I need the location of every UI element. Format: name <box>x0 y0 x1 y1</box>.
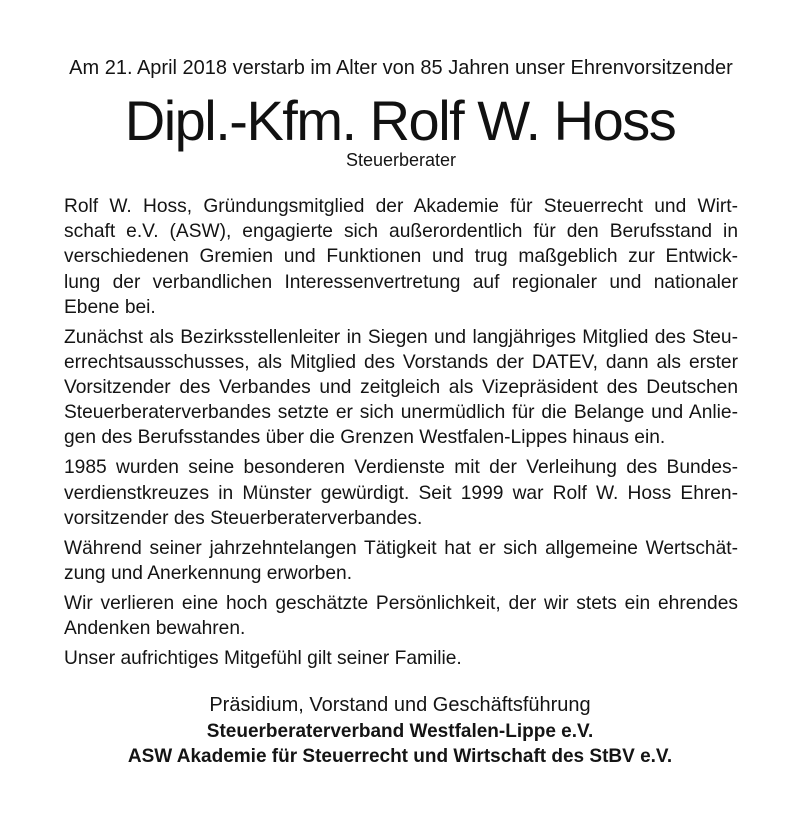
text-line: vorsitzender des Steuerberaterverbandes. <box>64 507 423 529</box>
paragraph-founding <box>64 194 738 320</box>
text-line: Rolf W. Hoss, Gründungsmitglied der Akademie für Steuerrecht und Wirt- <box>64 196 738 217</box>
text-line: Vorsitzender des Verbandes und zeitgleich als Vizepräsident des Deutschen <box>64 377 738 399</box>
text-line: errechtsausschusses, als Mitglied des Vorstands der DATEV, dann als erster <box>64 351 738 373</box>
text-line: Zunächst als Bezirksstellenleiter in Siegen und langjähriges Mitglied des Steu- <box>64 326 738 348</box>
paragraph-remembrance <box>64 591 738 641</box>
deceased-profession: Steuerberater <box>345 150 457 170</box>
organization-secondary: ASW Akademie für Steuerrecht und Wirtschaft des StBV e.V. <box>127 746 673 767</box>
deceased-name: Dipl.-Kfm. Rolf W. Hoss <box>124 89 676 152</box>
text-line: Wir verlieren eine hoch geschätzte Persönlichkeit, der wir stets ein ehrendes <box>64 593 738 614</box>
text-line: zung und Anerkennung erworben. <box>64 563 353 585</box>
text-line: Andenken bewahren. <box>64 618 246 640</box>
paragraph-honours <box>64 455 738 531</box>
text-line: 1985 wurden seine besonderen Verdienste mit der Verleihung des Bundes- <box>64 457 738 479</box>
intro-line: Am 21. April 2018 verstarb im Alter von 85 Jahren unser Ehrenvorsitzender <box>69 57 733 79</box>
organization-primary: Steuerberaterverband Westfalen-Lippe e.V. <box>206 720 594 742</box>
text-line: Unser aufrichtiges Mitgefühl gilt seiner Familie. <box>64 648 462 670</box>
paragraph-recognition <box>64 536 738 586</box>
paragraph-condolences <box>64 646 738 671</box>
text-line: verdienstkreuzes in Münster gewürdigt. Seit 1999 war Rolf W. Hoss Ehren- <box>64 482 738 504</box>
text-line: Ebene bei. <box>64 296 156 318</box>
paragraph-career <box>64 325 738 451</box>
tribute-text <box>64 194 738 676</box>
text-line: verschiedenen Gremien und Funktionen und trug maßgeblich zur Entwick- <box>64 246 738 268</box>
text-line: schaft e.V. (ASW), engagierte sich außerordentlich für den Berufsstand in <box>64 221 738 243</box>
text-line: Während seiner jahrzehntelangen Tätigkeit hat er sich allgemeine Wertschät- <box>64 537 738 559</box>
text-line: Steuerberaterverbandes setzte er sich unermüdlich für die Belange und Anlie- <box>64 402 738 424</box>
signature-block <box>0 693 800 770</box>
text-line: lung der verbandlichen Interessenvertretung auf regionaler und nationaler <box>64 271 738 293</box>
signatories-line: Präsidium, Vorstand und Geschäftsführung <box>209 694 591 716</box>
text-line: gen des Berufsstandes über die Grenzen Westfalen-Lippes hinaus ein. <box>64 427 666 449</box>
